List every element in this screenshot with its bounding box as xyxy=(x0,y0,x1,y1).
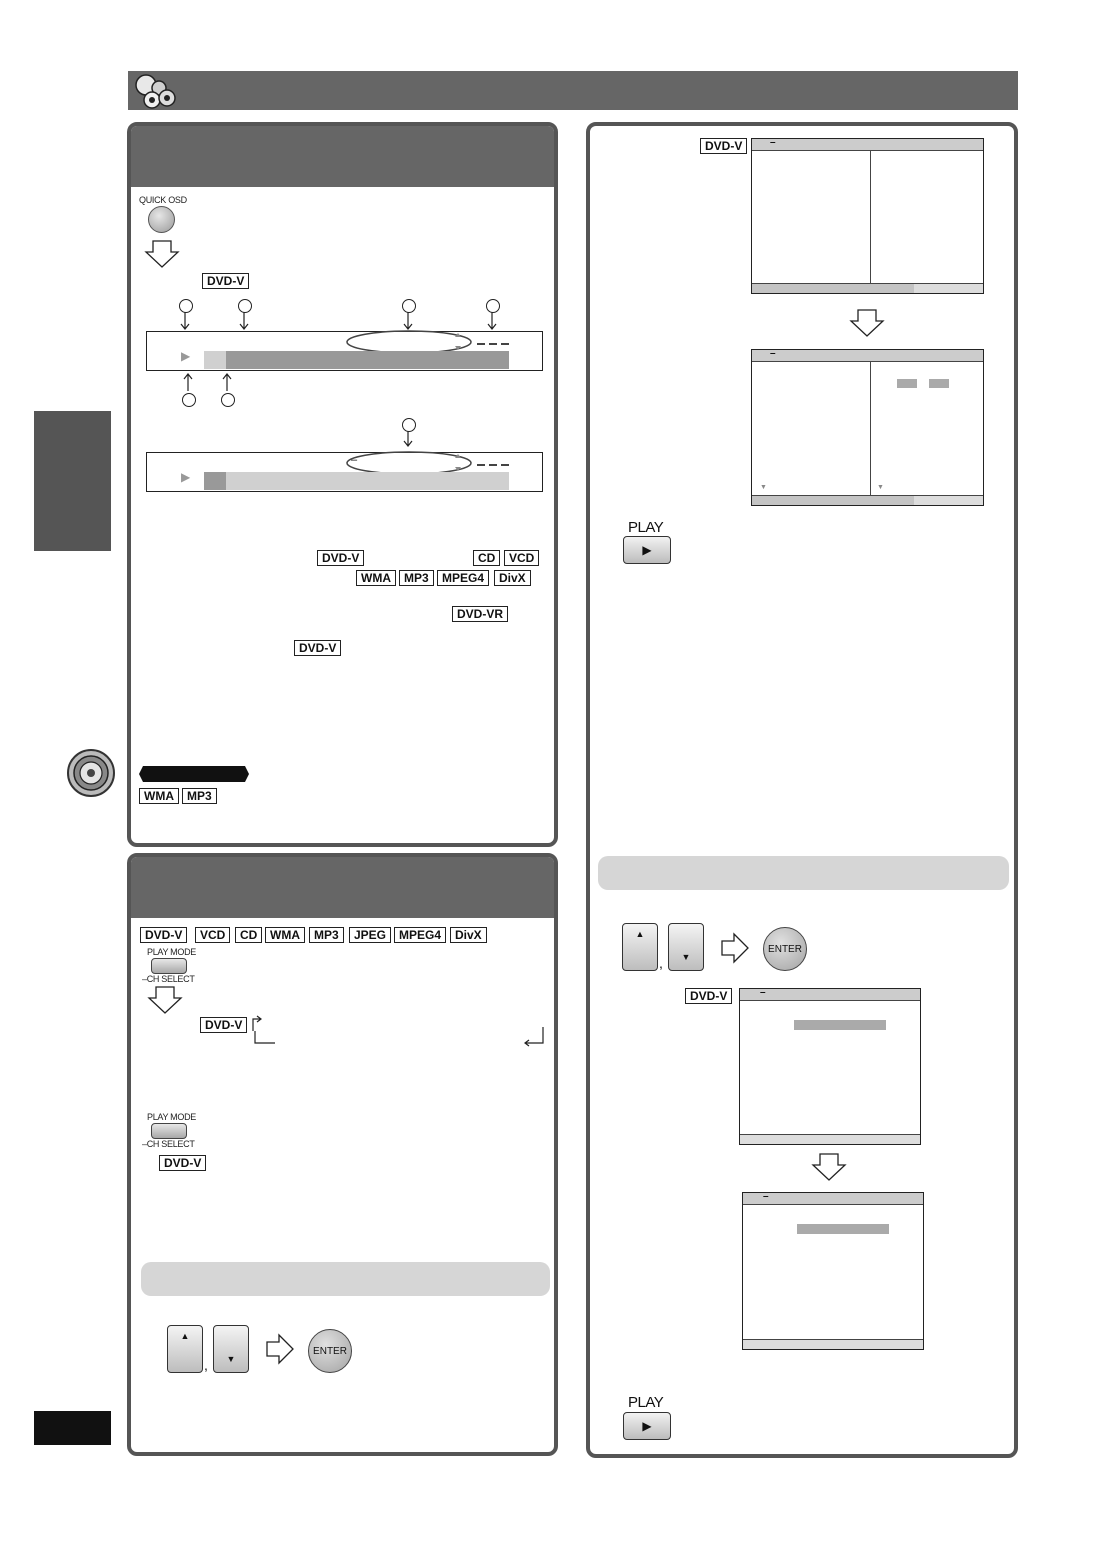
format-tag-dvd-v: DVD-V xyxy=(317,550,364,566)
format-tag-cd: CD xyxy=(235,927,262,943)
enter-button[interactable] xyxy=(308,1329,352,1373)
sub-section-bar xyxy=(141,1262,550,1296)
screen-footer-bar xyxy=(743,1339,923,1349)
down-arrow-icon xyxy=(144,239,180,269)
format-tag-vcd: VCD xyxy=(504,550,539,566)
screen-dash: – xyxy=(770,137,776,148)
cycle-arrows xyxy=(249,1013,549,1049)
format-tag-wma: WMA xyxy=(139,788,179,804)
screen-highlight xyxy=(897,379,917,388)
page-number-tab xyxy=(34,1411,111,1445)
comma: , xyxy=(659,955,663,971)
format-tag-divx: DivX xyxy=(450,927,487,943)
down-key[interactable] xyxy=(668,923,704,971)
screen-dash: – xyxy=(770,348,776,359)
format-tag-mp3: MP3 xyxy=(309,927,344,943)
format-tag-divx: DivX xyxy=(494,570,531,586)
comma: , xyxy=(204,1357,208,1373)
format-tag-mp3: MP3 xyxy=(182,788,217,804)
progress-bar-light xyxy=(204,351,226,369)
format-tag-wma: WMA xyxy=(356,570,396,586)
format-tag-dvd-v: DVD-V xyxy=(700,138,747,154)
screen-highlight xyxy=(797,1224,889,1234)
quick-osd-panel xyxy=(127,122,558,847)
ch-select-label: –CH SELECT xyxy=(142,1139,195,1149)
screen-footer-bar xyxy=(740,1134,920,1144)
page-header-bar xyxy=(128,71,1018,110)
play-icon: ▶ xyxy=(642,543,652,557)
play-mode-button-label: PLAY MODE xyxy=(147,1112,196,1122)
enter-button-label: ENTER xyxy=(313,1345,347,1357)
down-arrow-icon xyxy=(811,1152,847,1182)
play-button[interactable] xyxy=(623,536,671,564)
enter-button[interactable] xyxy=(763,927,807,971)
down-arrow-icon xyxy=(147,985,183,1015)
screen-footer-bar xyxy=(752,495,983,505)
screen-title-bar xyxy=(740,989,920,1001)
play-mode-button[interactable] xyxy=(151,1123,187,1139)
play-button[interactable] xyxy=(623,1412,671,1440)
on-screen-display-1 xyxy=(146,331,543,371)
right-arrow-icon xyxy=(720,932,750,964)
menu-screen-4 xyxy=(742,1192,924,1350)
play-status-icon: ▶ xyxy=(181,470,191,484)
play-icon: ▶ xyxy=(642,1419,652,1433)
screen-highlight xyxy=(929,379,949,388)
progress-bar-dark xyxy=(204,472,226,490)
callout-marker xyxy=(221,393,235,407)
play-mode-button-label: PLAY MODE xyxy=(147,947,196,957)
note-banner xyxy=(137,764,251,784)
format-tag-mpeg4: MPEG4 xyxy=(437,570,489,586)
format-tag-mp3: MP3 xyxy=(399,570,434,586)
enter-button-label: ENTER xyxy=(768,943,802,955)
play-mode-panel xyxy=(127,853,558,1456)
callout-marker xyxy=(182,393,196,407)
down-key[interactable] xyxy=(213,1325,249,1373)
progress-bar-light xyxy=(226,472,509,490)
down-arrow-icon: ▼ xyxy=(226,1354,236,1364)
up-arrow-icon: ▲ xyxy=(635,929,645,939)
format-tag-dvd-v: DVD-V xyxy=(294,640,341,656)
format-tag-jpeg: JPEG xyxy=(349,927,391,943)
play-mode-panel-header xyxy=(131,857,554,918)
menu-screen-3 xyxy=(739,988,921,1145)
format-tag-dvd-v: DVD-V xyxy=(140,927,187,943)
ch-select-label: –CH SELECT xyxy=(142,974,195,984)
format-tag-vcd: VCD xyxy=(195,927,230,943)
format-tag-dvd-v: DVD-V xyxy=(202,273,249,289)
format-tag-dvd-v: DVD-V xyxy=(200,1017,247,1033)
format-tag-cd: CD xyxy=(473,550,500,566)
menu-screen-2 xyxy=(751,349,984,506)
callout-marker xyxy=(486,299,500,313)
sub-section-bar xyxy=(598,856,1009,890)
screen-dash: – xyxy=(763,1191,769,1202)
play-mode-button[interactable] xyxy=(151,958,187,974)
screen-title-bar xyxy=(752,139,983,151)
screen-dash: – xyxy=(760,987,766,998)
osd-dash: – xyxy=(351,454,358,466)
up-key[interactable] xyxy=(167,1325,203,1373)
quick-osd-button[interactable] xyxy=(148,206,175,233)
play-button-label: PLAY xyxy=(628,519,664,536)
scroll-down-icon: ▼ xyxy=(760,484,767,491)
callout-marker xyxy=(238,299,252,313)
down-arrow-icon xyxy=(849,308,885,338)
format-tag-mpeg4: MPEG4 xyxy=(394,927,446,943)
callout-arrows xyxy=(131,312,551,332)
quick-osd-panel-header xyxy=(131,126,554,187)
callout-arrow xyxy=(401,431,415,447)
callout-arrows-up xyxy=(131,372,251,392)
screen-highlight xyxy=(794,1020,886,1030)
dashes-indicator xyxy=(477,342,513,346)
chapter-side-tab xyxy=(34,411,111,551)
up-key[interactable] xyxy=(622,923,658,971)
screen-title-bar xyxy=(743,1193,923,1205)
quick-osd-button-label: QUICK OSD xyxy=(139,195,187,205)
format-tag-wma: WMA xyxy=(265,927,305,943)
scroll-down-icon: ▼ xyxy=(877,484,884,491)
progress-bar-dark xyxy=(226,351,509,369)
format-tag-dvd-v: DVD-V xyxy=(159,1155,206,1171)
screen-divider xyxy=(870,150,871,284)
format-tag-dvd-v: DVD-V xyxy=(685,988,732,1004)
down-arrow-icon: ▼ xyxy=(681,952,691,962)
right-arrow-icon xyxy=(265,1333,295,1365)
screen-divider xyxy=(870,361,871,496)
disc-cluster-icon xyxy=(131,71,181,110)
menu-panel xyxy=(586,122,1018,1458)
play-button-label: PLAY xyxy=(628,1394,664,1411)
callout-marker xyxy=(402,418,416,432)
on-screen-display-2 xyxy=(146,452,543,492)
dashes-indicator xyxy=(477,463,513,467)
play-status-icon: ▶ xyxy=(181,349,191,363)
callout-marker xyxy=(179,299,193,313)
disc-operation-icon xyxy=(66,748,116,798)
callout-marker xyxy=(402,299,416,313)
screen-title-bar xyxy=(752,350,983,362)
menu-screen-1 xyxy=(751,138,984,294)
up-arrow-icon: ▲ xyxy=(180,1331,190,1341)
format-tag-dvd-vr: DVD-VR xyxy=(452,606,508,622)
screen-footer-bar xyxy=(752,283,983,293)
